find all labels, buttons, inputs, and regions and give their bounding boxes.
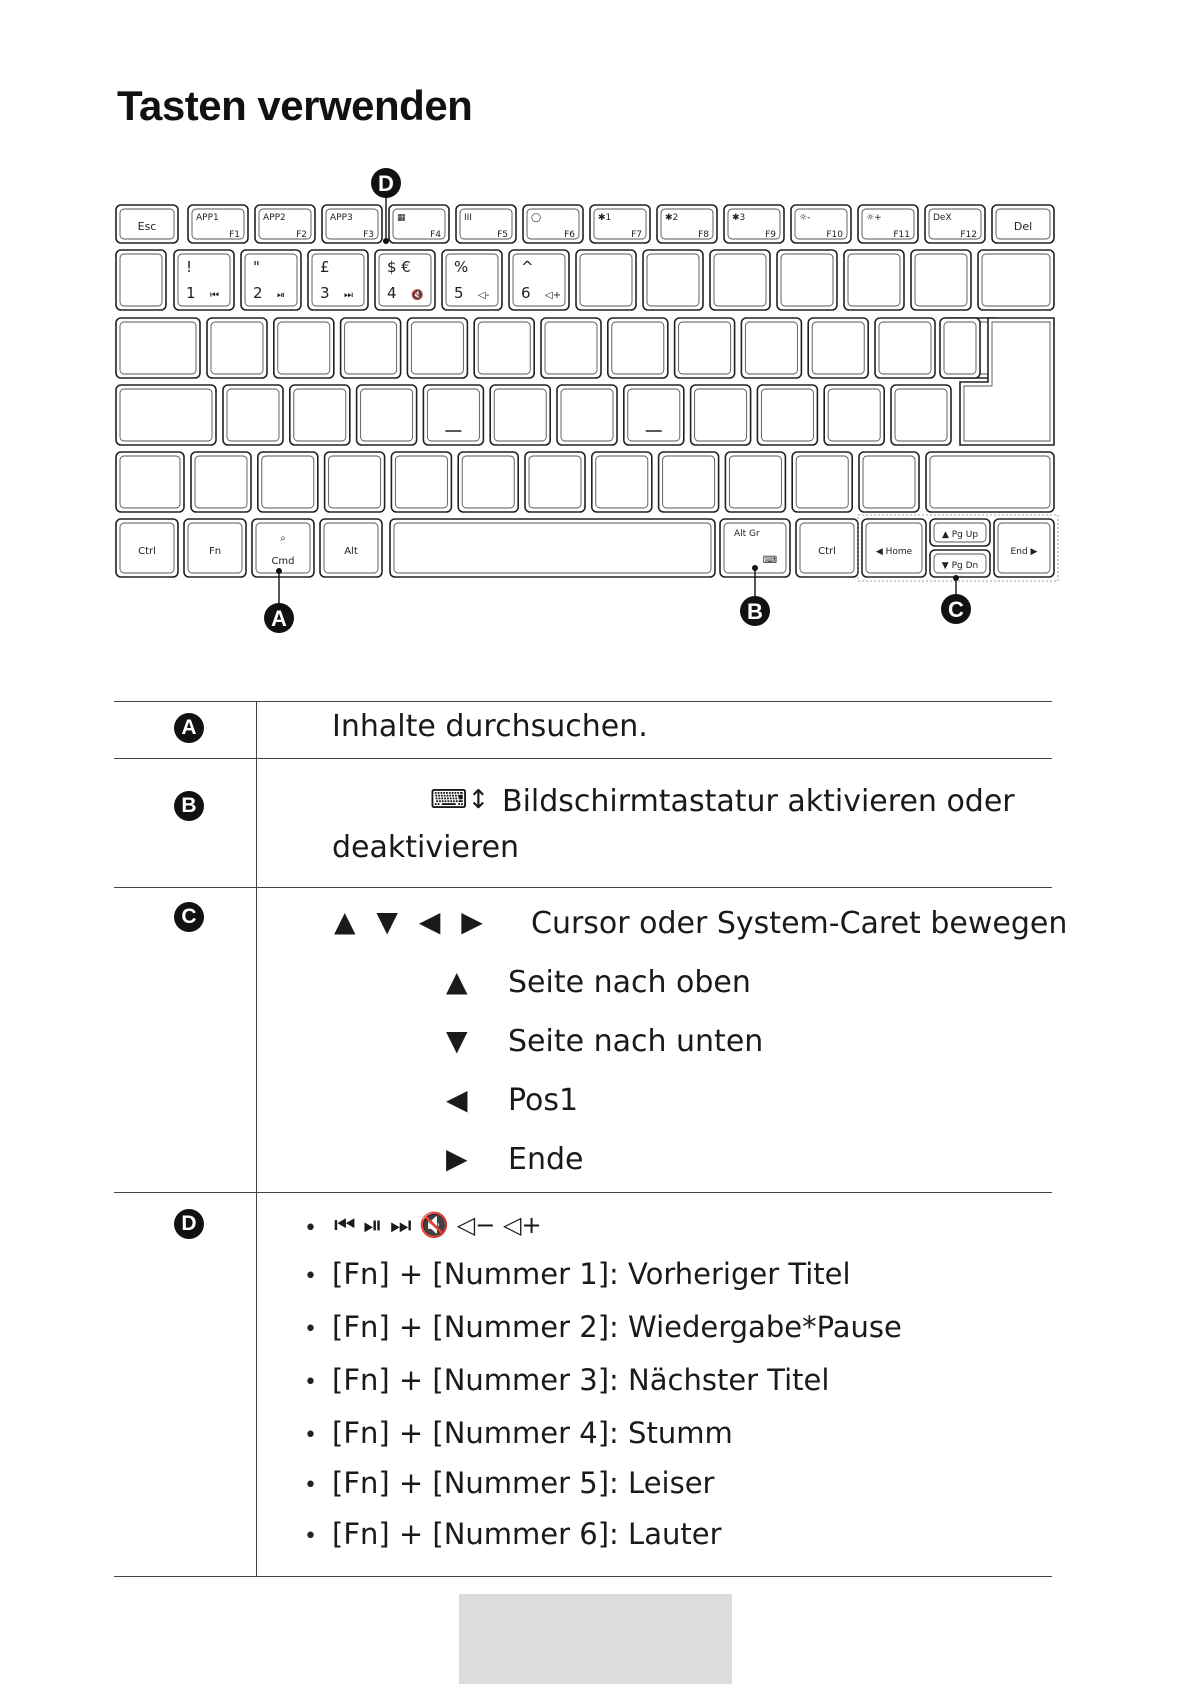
key: [978, 250, 1054, 310]
bullet: •: [304, 1524, 317, 1549]
page-down-text: Seite nach unten: [508, 1024, 764, 1059]
number-key-symbol: ": [253, 258, 260, 276]
alt-key: [320, 519, 382, 577]
table-rule-top: [114, 701, 1052, 702]
key: [258, 452, 318, 512]
number-key-digit: 6: [521, 284, 531, 302]
key: [592, 452, 652, 512]
number-key-icon: ◁+: [545, 290, 562, 301]
key: [624, 385, 684, 445]
key: [844, 250, 904, 310]
fn-key: [116, 205, 178, 243]
fn-key-label: APP1: [196, 213, 219, 223]
callout-c: [941, 594, 971, 624]
bullet: •: [304, 1473, 317, 1498]
keyboard-toggle-icon: ⌨↕: [430, 785, 490, 815]
fn-key-label: DeX: [933, 213, 952, 223]
fn-5-text: [Fn] + [Nummer 5]: Leiser: [332, 1466, 715, 1500]
key: [407, 318, 467, 378]
key: [357, 385, 417, 445]
home-text: Pos1: [508, 1083, 579, 1118]
key-label: Ctrl: [138, 546, 156, 557]
table-rule-bottom: [114, 1576, 1052, 1577]
key: [207, 318, 267, 378]
callout-a-label: A: [271, 606, 287, 631]
fn-key: [523, 205, 583, 243]
fn-1-text: [Fn] + [Nummer 1]: Vorheriger Titel: [332, 1257, 851, 1291]
ctrl-left-key: [116, 519, 178, 577]
row-b-badge: B: [174, 791, 204, 821]
fn-key-label: APP3: [330, 213, 353, 223]
key-label: End ▶: [1010, 547, 1038, 557]
key: [341, 318, 401, 378]
key: [116, 452, 184, 512]
number-key-icon: ⏯: [277, 290, 285, 301]
callout-b-label: B: [747, 599, 763, 624]
key: [875, 318, 935, 378]
number-key-digit: 1: [186, 284, 196, 302]
key: [926, 452, 1054, 512]
key: [525, 452, 585, 512]
arrow-down-icon: ▼: [446, 1024, 468, 1057]
key: [824, 385, 884, 445]
key: [116, 250, 166, 310]
fn-4-text: [Fn] + [Nummer 4]: Stumm: [332, 1416, 733, 1450]
fn-key-sub: F10: [826, 230, 843, 240]
fn-key-sub: F7: [631, 230, 642, 240]
bullet: •: [304, 1264, 317, 1289]
bullet: •: [304, 1317, 317, 1342]
key-label: ◀ Home: [875, 547, 913, 557]
end-text: Ende: [508, 1142, 584, 1177]
fn-key: [590, 205, 650, 243]
row-b-text-line1: Bildschirmtastatur aktivieren oder: [502, 784, 1015, 819]
fn-key: [322, 205, 382, 243]
fn-key-sub: F8: [698, 230, 709, 240]
number-key-symbol: $ €: [387, 258, 411, 276]
bullet: •: [304, 1423, 317, 1448]
key: [777, 250, 837, 310]
cmd-key: [252, 519, 314, 577]
fn-6-text: [Fn] + [Nummer 6]: Lauter: [332, 1517, 722, 1551]
fn-key: [255, 205, 315, 243]
key-label: Cmd: [271, 556, 295, 567]
fn-modifier-key: [184, 519, 246, 577]
key: [725, 452, 785, 512]
key: [391, 452, 451, 512]
number-key-icon: ⏮: [210, 290, 219, 301]
key: [116, 385, 216, 445]
fn-key: [188, 205, 248, 243]
number-key-digit: 4: [387, 284, 397, 302]
key-label: Ctrl: [818, 546, 836, 557]
key-label: ▲ Pg Up: [941, 530, 979, 540]
bullet: •: [304, 1370, 317, 1395]
fn-key: [791, 205, 851, 243]
row-a-text: Inhalte durchsuchen.: [332, 709, 648, 744]
table-rule: [114, 887, 1052, 888]
home-key: [862, 519, 926, 577]
arrow-left-icon: ◀: [446, 1083, 468, 1116]
number-key-icon: 🔇: [411, 290, 424, 301]
fn-key: [724, 205, 784, 243]
key: [290, 385, 350, 445]
key: [710, 250, 770, 310]
fn-key-sub: F11: [893, 230, 910, 240]
fn-3-text: [Fn] + [Nummer 3]: Nächster Titel: [332, 1363, 830, 1397]
fn-key: [858, 205, 918, 243]
key: [659, 452, 719, 512]
key: [792, 452, 852, 512]
key-label: Alt Gr: [734, 529, 760, 539]
key: [541, 318, 601, 378]
key: [675, 318, 735, 378]
number-key: [375, 250, 435, 310]
fn-key-sub: F9: [765, 230, 776, 240]
key: [557, 385, 617, 445]
fn-key-sub: F3: [363, 230, 374, 240]
number-key-icon: ◁-: [478, 290, 490, 301]
fn-key-sub: F1: [229, 230, 240, 240]
key: [458, 452, 518, 512]
arrow-right-icon: ▶: [446, 1142, 468, 1175]
fn-key: [456, 205, 516, 243]
key: [859, 452, 919, 512]
table-column-divider: [256, 701, 257, 1576]
key: [423, 385, 483, 445]
key: [911, 250, 971, 310]
key: [891, 385, 951, 445]
end-key: [994, 519, 1054, 577]
number-key-symbol: £: [320, 258, 330, 276]
number-key-digit: 5: [454, 284, 464, 302]
page-up-text: Seite nach oben: [508, 965, 751, 1000]
row-b-text-line2: deaktivieren: [332, 830, 520, 865]
number-key: [308, 250, 368, 310]
key: [325, 452, 385, 512]
fn-key-sub: F6: [564, 230, 575, 240]
fn-key-label: Del: [1013, 220, 1033, 233]
key-label: ▼ Pg Dn: [941, 561, 979, 571]
fn-key-sub: F2: [296, 230, 307, 240]
ctrl-right-key: [796, 519, 858, 577]
callout-c-label: C: [948, 597, 964, 622]
fn-key: [657, 205, 717, 243]
callout-b-dot: [752, 565, 758, 571]
number-key: [241, 250, 301, 310]
number-key: [442, 250, 502, 310]
key: [274, 318, 334, 378]
key-label: Fn: [208, 546, 222, 557]
number-key: [174, 250, 234, 310]
number-key-icon: ⏭: [344, 290, 353, 301]
key: [808, 318, 868, 378]
fn-key: [925, 205, 985, 243]
key: [474, 318, 534, 378]
fn-key-label: APP2: [263, 213, 286, 223]
number-key-symbol: !: [186, 258, 193, 276]
page-footer-block: [459, 1594, 732, 1684]
key: [608, 318, 668, 378]
fn-key-label: ◯: [531, 213, 542, 223]
callout-a-dot: [276, 568, 282, 574]
fn-key: [992, 205, 1054, 243]
fn-key-label: ☼+: [866, 213, 882, 223]
key: [490, 385, 550, 445]
key: [223, 385, 283, 445]
callout-a: [264, 603, 294, 633]
key: [191, 452, 251, 512]
callout-b: [740, 596, 770, 626]
key: [741, 318, 801, 378]
table-rule: [114, 758, 1052, 759]
number-key-digit: 3: [320, 284, 330, 302]
key: [940, 318, 980, 378]
fn-key-label: ✱1: [598, 213, 612, 223]
search-icon: ⌕: [280, 533, 286, 544]
fn-key-label: ✱3: [732, 213, 746, 223]
arrow-up-icon: ▲: [446, 965, 468, 998]
number-key-symbol: ^: [521, 258, 534, 276]
table-rule: [114, 1192, 1052, 1193]
key: [576, 250, 636, 310]
callout-d-label: D: [378, 171, 394, 196]
fn-key-label: ☼-: [799, 213, 811, 223]
row-c-main-text: Cursor oder System-Caret bewegen: [531, 906, 1068, 941]
row-c-badge: C: [174, 902, 204, 932]
fn-key-label: ▦: [397, 213, 406, 223]
arrow-keys-icons: ▲ ▼ ◀ ▶: [334, 905, 489, 938]
fn-key: [389, 205, 449, 243]
keyboard-icon: ⌨: [762, 555, 778, 566]
row-a-badge: A: [174, 713, 204, 743]
fn-key-label: ✱2: [665, 213, 679, 223]
number-key-symbol: %: [454, 258, 469, 276]
number-key: [509, 250, 569, 310]
callout-c-dot: [953, 575, 959, 581]
key: [643, 250, 703, 310]
fn-key-label: III: [464, 213, 472, 223]
fn-key-sub: F12: [960, 230, 977, 240]
row-d-badge: D: [174, 1209, 204, 1239]
space-key: [390, 519, 715, 577]
keyboard-diagram: [0, 0, 1191, 660]
fn-2-text: [Fn] + [Nummer 2]: Wiedergabe*Pause: [332, 1310, 902, 1344]
key-label: Alt: [344, 546, 358, 557]
fn-key-sub: F5: [497, 230, 508, 240]
callout-d-dot: [383, 238, 389, 244]
bullet: •: [304, 1216, 317, 1241]
media-icons-row: ⏮ ⏯ ⏭ 🔇 ◁− ◁+: [334, 1211, 542, 1239]
pgdn-key: [930, 550, 990, 577]
key: [691, 385, 751, 445]
pgup-key: [930, 519, 990, 546]
number-key-digit: 2: [253, 284, 263, 302]
fn-key-label: Esc: [137, 220, 157, 233]
fn-key-sub: F4: [430, 230, 441, 240]
callout-d: [371, 168, 401, 198]
key: [757, 385, 817, 445]
page-title: Tasten verwenden: [117, 82, 473, 129]
key: [116, 318, 200, 378]
